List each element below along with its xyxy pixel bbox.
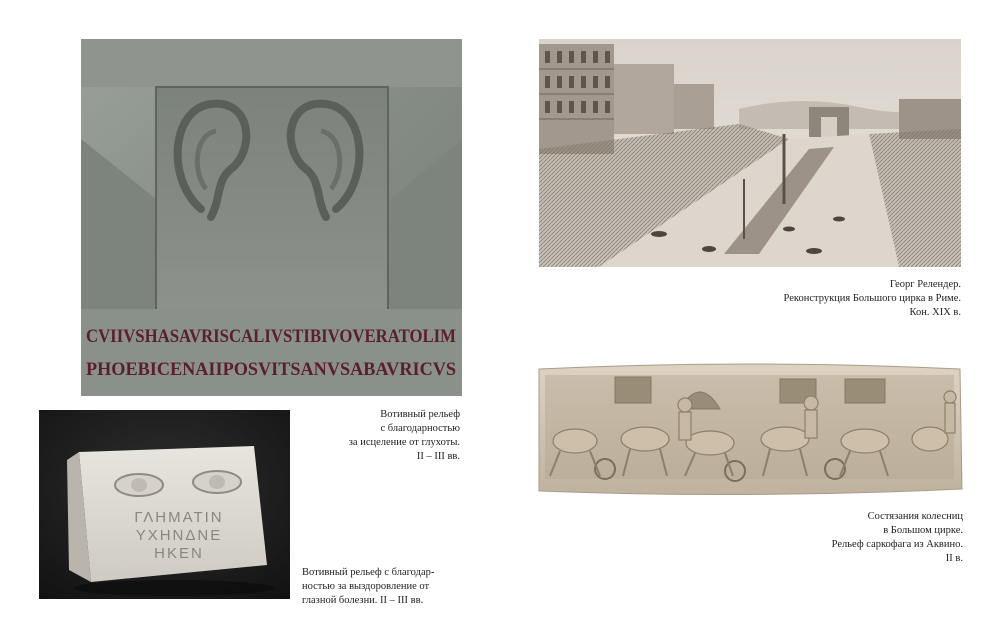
caption-line: глазной болезни. II – III вв. [302,595,424,606]
sarcophagus-caption [760,510,963,566]
inscription-line-2: PHOEBICENAIIPOSVITSANVSABAVRICVS [86,359,456,380]
caption-line: Кон. XIX в. [909,307,961,318]
inscription-line-1: CVIIVSHASAVRISCALIVSTIBIVOVERATOLIM [86,326,457,347]
caption-line: Вотивный рельеф [380,409,460,420]
caption-line: с благодарностью [380,423,460,434]
sarcophagus-relief-image [535,361,964,498]
eyes-inscription-line-1: ΓΛΗΜΑΤΙΝ [134,509,224,526]
caption-line: Реконструкция Большого цирка в Риме. [783,293,961,304]
eyes-relief-photo [39,410,290,599]
eye-right [193,471,241,493]
caption-line: Рельеф саркофага из Аквино. [831,539,963,550]
caption-line: Вотивный рельеф с благодар- [302,567,435,578]
circus-engraving-image [539,39,961,267]
ears-relief-image [81,39,462,396]
eyes-relief-image [39,410,290,599]
ears-relief-photo [81,39,462,396]
circus-engraving [539,39,961,267]
circus-engraving-caption [730,278,961,320]
sarcophagus-relief-photo [535,361,964,498]
eyes-relief-caption [302,566,472,608]
caption-line: II в. [945,553,963,564]
caption-line: Георг Релендер. [889,279,961,290]
eyes-inscription-line-2: ΥΧΗΝΔΝΕ [135,527,223,544]
caption-line: ностью за выздоровление от [302,581,430,592]
ears-relief-caption [300,408,460,464]
caption-line: II – III вв. [416,451,460,462]
caption-line: в Большом цирке. [883,525,963,536]
eyes-inscription-line-3: ΗΚΕΝ [154,545,204,562]
caption-line: Состязания колесниц [867,511,963,522]
eye-left [115,474,163,496]
caption-line: за исцеление от глухоты. [348,437,460,448]
